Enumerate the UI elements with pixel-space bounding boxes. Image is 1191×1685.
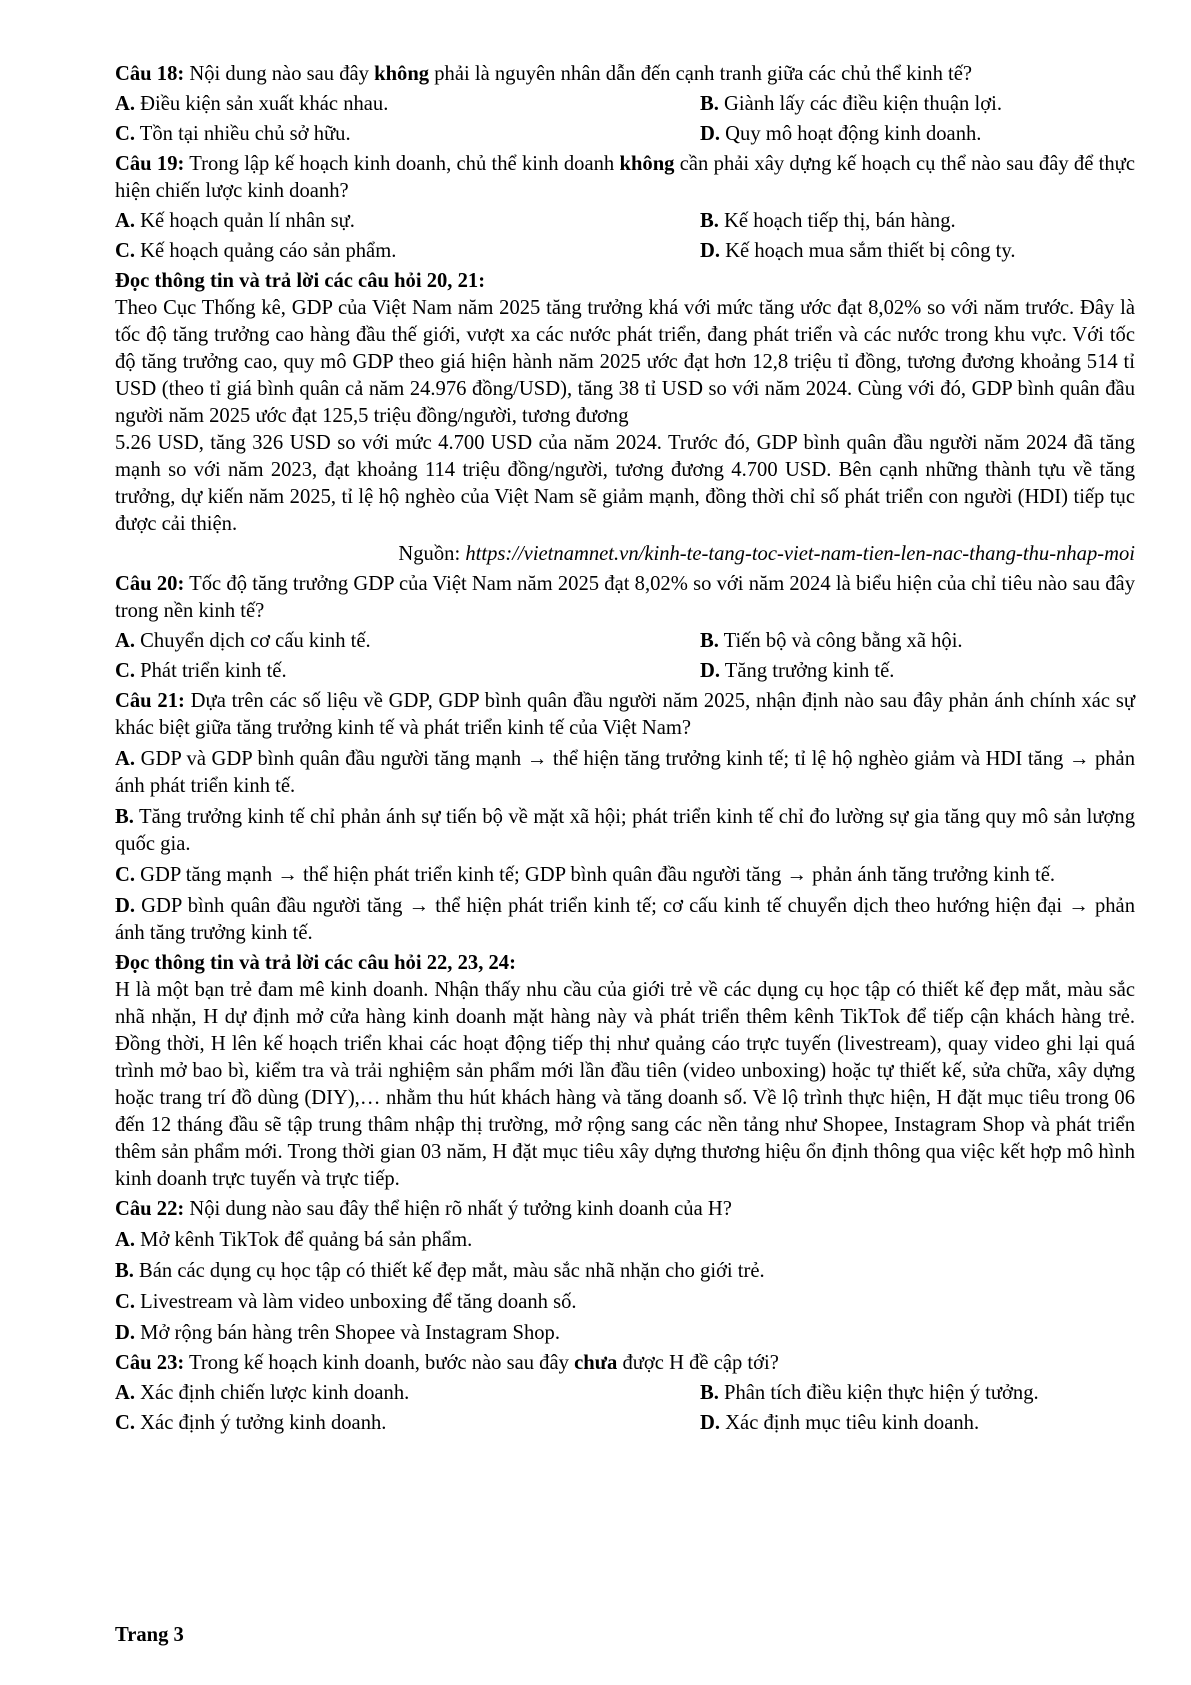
- option-text: Quy mô hoạt động kinh doanh.: [720, 123, 982, 145]
- option-letter: A.: [115, 630, 136, 652]
- option-text: Kế hoạch quảng cáo sản phẩm.: [135, 240, 397, 262]
- option-text: Phát triển kinh tế.: [135, 660, 287, 682]
- option-text: Kế hoạch quản lí nhân sự.: [135, 210, 355, 232]
- option-letter: D.: [700, 1412, 721, 1434]
- option-text: Tăng trưởng kinh tế.: [720, 660, 895, 682]
- source-citation: [115, 541, 1135, 568]
- option-text: Bán các dụng cụ học tập có thiết kế đẹp mắt, màu sắc nhã nhặn cho giới trẻ.: [133, 1260, 765, 1282]
- question-stem: Dựa trên các số liệu về GDP, GDP bình quân đầu người năm 2025, nhận định nào sau đây phản ánh chính xác sự khác biệt giữa tăng trưởng kinh tế và phát triển kinh tế của Việt Nam?: [115, 690, 1135, 739]
- emphasis: chưa: [574, 1352, 618, 1374]
- question-18: [115, 61, 1135, 88]
- option-c: [115, 1410, 700, 1437]
- option-text: Điều kiện sản xuất khác nhau.: [135, 93, 389, 115]
- question-stem: được H đề cập tới?: [617, 1352, 779, 1374]
- option-text: Phân tích điều kiện thực hiện ý tưởng.: [718, 1382, 1039, 1404]
- option-letter: A.: [115, 210, 136, 232]
- option-letter: C.: [115, 660, 136, 682]
- reading-heading: Đọc thông tin và trả lời các câu hỏi 20, 21:: [115, 270, 486, 292]
- option-c: [115, 862, 1135, 889]
- option-b: [700, 1380, 1135, 1407]
- option-d: [700, 1410, 1135, 1437]
- option-letter: D.: [700, 660, 721, 682]
- option-d: [700, 238, 1135, 265]
- option-text: Livestream và làm video unboxing để tăng doanh số.: [135, 1291, 577, 1313]
- option-letter: C.: [115, 123, 136, 145]
- question-stem: Tốc độ tăng trưởng GDP của Việt Nam năm 2025 đạt 8,02% so với năm 2024 là biểu hiện của chỉ tiêu nào sau đây trong nền kinh tế?: [115, 573, 1135, 622]
- options-row: [115, 208, 1135, 235]
- question-22: [115, 1196, 1135, 1223]
- question-label: Câu 20:: [115, 573, 185, 595]
- question-stem: Nội dung nào sau đây: [184, 63, 375, 85]
- options-row: [115, 121, 1135, 148]
- option-letter: D.: [115, 895, 136, 917]
- option-a: [115, 208, 700, 235]
- option-letter: C.: [115, 864, 136, 886]
- option-b: [700, 91, 1135, 118]
- emphasis: không: [619, 153, 675, 175]
- option-a: [115, 628, 700, 655]
- options-row: [115, 628, 1135, 655]
- option-d: [115, 1320, 1135, 1347]
- question-stem: Trong lập kế hoạch kinh doanh, chủ thể kinh doanh: [184, 153, 620, 175]
- option-b: [115, 1258, 1135, 1285]
- question-label: Câu 22:: [115, 1198, 185, 1220]
- emphasis: không: [374, 63, 430, 85]
- source-url: https://vietnamnet.vn/kinh-te-tang-toc-viet-nam-tien-len-nac-thang-thu-nhap-moi: [465, 543, 1135, 565]
- option-text: Xác định ý tưởng kinh doanh.: [135, 1412, 387, 1434]
- option-letter: A.: [115, 1229, 136, 1251]
- option-text: Kế hoạch mua sắm thiết bị công ty.: [720, 240, 1016, 262]
- option-text: Chuyển dịch cơ cấu kinh tế.: [135, 630, 371, 652]
- question-stem: Trong kế hoạch kinh doanh, bước nào sau đây: [184, 1352, 575, 1374]
- option-text: Tiến bộ và công bằng xã hội.: [718, 630, 963, 652]
- source-label: Nguồn:: [398, 543, 466, 565]
- question-19: [115, 151, 1135, 205]
- option-b: [700, 208, 1135, 235]
- option-text: GDP bình quân đầu người tăng → thể hiện phát triển kinh tế; cơ cấu kinh tế chuyển dịch theo hướng hiện đại → phản ánh tăng trưởng kinh tế.: [115, 895, 1135, 944]
- question-label: Câu 23:: [115, 1352, 185, 1374]
- option-letter: D.: [115, 1322, 136, 1344]
- option-a: [115, 746, 1135, 800]
- option-text: GDP tăng mạnh → thể hiện phát triển kinh tế; GDP bình quân đầu người tăng → phản ánh tăng trưởng kinh tế.: [135, 864, 1055, 886]
- option-b: [115, 804, 1135, 858]
- option-letter: B.: [700, 210, 719, 232]
- question-stem: cần phải xây dựng kế hoạch cụ thể nào sau đây để thực hiện chiến lược kinh doanh?: [115, 153, 1135, 202]
- option-a: [115, 91, 700, 118]
- option-letter: B.: [700, 93, 719, 115]
- option-text: Xác định mục tiêu kinh doanh.: [720, 1412, 980, 1434]
- page-number: Trang 3: [115, 1624, 184, 1646]
- option-d: [700, 658, 1135, 685]
- option-letter: B.: [700, 1382, 719, 1404]
- option-text: Kế hoạch tiếp thị, bán hàng.: [718, 210, 956, 232]
- option-letter: B.: [700, 630, 719, 652]
- option-d: [700, 121, 1135, 148]
- option-letter: A.: [115, 93, 136, 115]
- option-letter: B.: [115, 1260, 134, 1282]
- reading-paragraph: Theo Cục Thống kê, GDP của Việt Nam năm 2025 tăng trưởng khá với mức tăng ước đạt 8,02% so với năm trước. Đây là tốc độ tăng trưởng cao hàng đầu thế giới, vượt xa các nước phát triển, đang phát triển và các nước trong khu vực. Với tốc độ tăng trưởng cao, quy mô GDP theo giá hiện hành năm 2025 ước đạt hơn 12,8 triệu tỉ đồng, tương đương khoảng 514 tỉ USD (theo tỉ giá bình quân cả năm 24.976 đồng/USD), tăng 38 tỉ USD so với năm 2024. Cùng với đó, GDP bình quân đầu người năm 2025 ước đạt 125,5 triệu đồng/người, tương đương: [115, 297, 1135, 427]
- options-row: [115, 1380, 1135, 1407]
- reading-paragraph: H là một bạn trẻ đam mê kinh doanh. Nhận thấy nhu cầu của giới trẻ về các dụng cụ học tập có thiết kế đẹp mắt, màu sắc nhã nhặn, H dự định mở cửa hàng kinh doanh mặt hàng này và phát triển thêm kênh TikTok để tiếp cận khách hàng trẻ. Đồng thời, H lên kế hoạch triển khai các hoạt động tiếp thị như quảng cáo trực tuyến (livestream), quay video ghi lại quá trình mở bao bì, kiểm tra và trải nghiệm sản phẩm mới lần đầu tiên (video unboxing) hoặc tự thiết kế, sửa chữa, xây dựng hoặc trang trí đồ dùng (DIY),… nhằm thu hút khách hàng và tăng doanh số. Về lộ trình thực hiện, H đặt mục tiêu trong 06 đến 12 tháng đầu sẽ tập trung thâm nhập thị trường, mở rộng sang các nền tảng như Shopee, Instagram Shop và phát triển thêm sản phẩm mới. Trong thời gian 03 năm, H đặt mục tiêu xây dựng thương hiệu ổn định thông qua việc kết hợp mô hình kinh doanh trực tuyến và trực tiếp.: [115, 979, 1135, 1190]
- option-d: [115, 893, 1135, 947]
- option-letter: A.: [115, 748, 136, 770]
- question-label: Câu 19:: [115, 153, 185, 175]
- option-letter: D.: [700, 240, 721, 262]
- option-letter: C.: [115, 1291, 136, 1313]
- option-letter: C.: [115, 240, 136, 262]
- question-20: [115, 571, 1135, 625]
- question-label: Câu 21:: [115, 690, 185, 712]
- options-row: [115, 1410, 1135, 1437]
- option-letter: C.: [115, 1412, 136, 1434]
- options-row: [115, 238, 1135, 265]
- option-b: [700, 628, 1135, 655]
- question-label: Câu 18:: [115, 63, 185, 85]
- option-a: [115, 1380, 700, 1407]
- reading-heading: Đọc thông tin và trả lời các câu hỏi 22, 23, 24:: [115, 952, 516, 974]
- option-letter: D.: [700, 123, 721, 145]
- option-c: [115, 238, 700, 265]
- question-stem: Nội dung nào sau đây thể hiện rõ nhất ý tưởng kinh doanh của H?: [184, 1198, 732, 1220]
- option-c: [115, 658, 700, 685]
- question-21: [115, 688, 1135, 742]
- option-text: Tồn tại nhiều chủ sở hữu.: [135, 123, 351, 145]
- options-row: [115, 658, 1135, 685]
- option-text: Mở rộng bán hàng trên Shopee và Instagram Shop.: [135, 1322, 560, 1344]
- option-letter: B.: [115, 806, 134, 828]
- question-stem: phải là nguyên nhân dẫn đến cạnh tranh giữa các chủ thể kinh tế?: [429, 63, 973, 85]
- option-text: Mở kênh TikTok để quảng bá sản phẩm.: [135, 1229, 473, 1251]
- option-a: [115, 1227, 1135, 1254]
- reading-paragraph: 5.26 USD, tăng 326 USD so với mức 4.700 USD của năm 2024. Trước đó, GDP bình quân đầu người năm 2024 đã tăng mạnh so với năm 2023, đạt khoảng 114 triệu đồng/người, tương đương 4.700 USD. Bên cạnh những thành tựu về tăng trưởng, dự kiến năm 2025, tỉ lệ hộ nghèo của Việt Nam sẽ giảm mạnh, đồng thời chỉ số phát triển con người (HDI) tiếp tục được cải thiện.: [115, 432, 1135, 535]
- option-letter: A.: [115, 1382, 136, 1404]
- option-c: [115, 1289, 1135, 1316]
- options-row: [115, 91, 1135, 118]
- page-content: [115, 58, 1135, 1437]
- option-text: Xác định chiến lược kinh doanh.: [135, 1382, 410, 1404]
- option-text: GDP và GDP bình quân đầu người tăng mạnh → thể hiện tăng trưởng kinh tế; tỉ lệ hộ nghèo giảm và HDI tăng → phản ánh phát triển kinh tế.: [115, 748, 1135, 797]
- question-23: [115, 1350, 1135, 1377]
- option-c: [115, 121, 700, 148]
- option-text: Tăng trưởng kinh tế chỉ phản ánh sự tiến bộ về mặt xã hội; phát triển kinh tế chỉ đo lường sự gia tăng quy mô sản lượng quốc gia.: [115, 806, 1135, 855]
- option-text: Giành lấy các điều kiện thuận lợi.: [718, 93, 1002, 115]
